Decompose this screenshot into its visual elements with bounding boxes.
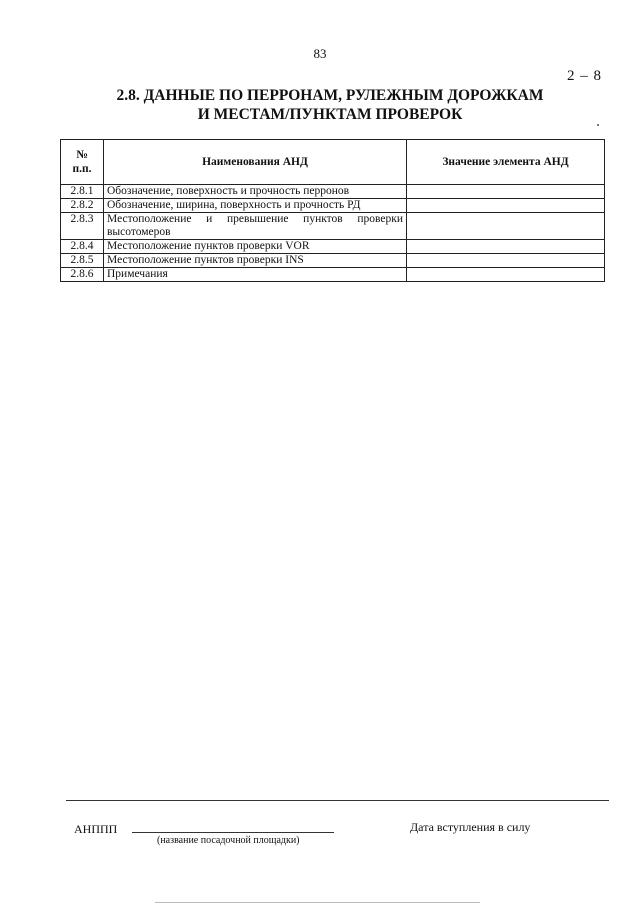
row-name: Примечания [104, 268, 407, 282]
footer-divider [66, 800, 609, 801]
row-number: 2.8.3 [61, 213, 104, 240]
row-value[interactable] [407, 254, 605, 268]
row-value[interactable] [407, 185, 605, 199]
row-number: 2.8.1 [61, 185, 104, 199]
table-row [61, 199, 605, 213]
row-value[interactable] [407, 240, 605, 254]
scan-edge [155, 902, 480, 903]
column-header-number [61, 140, 104, 185]
row-number: 2.8.6 [61, 268, 104, 282]
row-name: Обозначение, ширина, поверхность и прочность РД [104, 199, 407, 213]
column-header-name: Наименования АНД [104, 140, 407, 185]
row-number: 2.8.2 [61, 199, 104, 213]
row-name: Местоположение пунктов проверки INS [104, 254, 407, 268]
and-table [60, 139, 605, 282]
title-line-1: 2.8. ДАННЫЕ ПО ПЕРРОНАМ, РУЛЕЖНЫМ ДОРОЖКАМ [116, 87, 544, 104]
aerodrome-caption: (название посадочной площадки) [157, 835, 300, 846]
row-value[interactable] [407, 199, 605, 213]
aerodrome-name-field[interactable] [132, 832, 334, 833]
column-header-number-line2: п.п. [72, 163, 92, 175]
table-row [61, 240, 605, 254]
table-row [61, 268, 605, 282]
title-line-2: И МЕСТАМ/ПУНКТАМ ПРОВЕРОК [197, 106, 463, 123]
document-title [100, 86, 560, 124]
row-name: Местоположение и превышение пунктов проверки высотомеров [104, 213, 407, 240]
table-row [61, 185, 605, 199]
section-code: 2 – 8 [567, 68, 602, 84]
row-number: 2.8.4 [61, 240, 104, 254]
column-header-value: Значение элемента АНД [407, 140, 605, 185]
row-number: 2.8.5 [61, 254, 104, 268]
aerodrome-label: АНППП [74, 822, 118, 836]
table-row [61, 254, 605, 268]
row-name: Обозначение, поверхность и прочность перронов [104, 185, 407, 199]
row-value[interactable] [407, 213, 605, 240]
page-number: 83 [313, 46, 327, 61]
table-row [61, 213, 605, 240]
row-value[interactable] [407, 268, 605, 282]
table-header-row [61, 140, 605, 185]
column-header-number-line1: № [76, 149, 88, 161]
effective-date-label: Дата вступления в силу [410, 820, 531, 834]
row-name: Местоположение пунктов проверки VOR [104, 240, 407, 254]
scan-artifact [597, 124, 599, 126]
